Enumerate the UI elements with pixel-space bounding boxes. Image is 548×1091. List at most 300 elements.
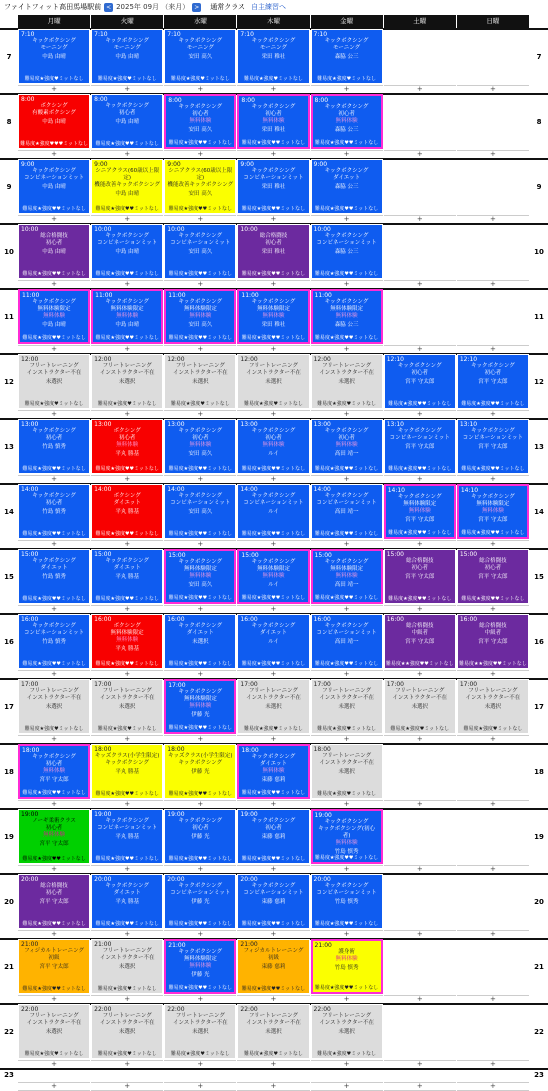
add-reservation-button[interactable]: + [457, 280, 529, 289]
add-reservation-button[interactable]: + [311, 215, 383, 224]
class-time: 8:00 [168, 97, 182, 104]
add-reservation-button[interactable]: + [18, 475, 90, 484]
class-cell[interactable] [384, 614, 456, 669]
add-reservation-button[interactable]: + [311, 800, 383, 809]
add-reservation-button[interactable]: + [384, 410, 456, 419]
class-cell[interactable] [18, 549, 90, 604]
class-subtitle: モーニング [333, 45, 361, 51]
add-reservation-button[interactable]: + [164, 150, 236, 159]
class-cell[interactable] [91, 549, 163, 604]
hour-label: 10 [4, 247, 14, 256]
class-cell[interactable] [384, 419, 456, 474]
add-reservation-button[interactable]: + [457, 735, 529, 744]
add-reservation-button[interactable]: + [384, 475, 456, 484]
add-reservation-button[interactable]: + [164, 605, 236, 614]
class-subtitle: 初心者 [411, 565, 428, 571]
add-reservation-button[interactable]: + [164, 215, 236, 224]
add-reservation-button[interactable]: + [457, 995, 529, 1004]
add-reservation-button[interactable]: + [311, 280, 383, 289]
add-reservation-button[interactable]: + [457, 1060, 529, 1069]
class-name: フリートレーニング [248, 688, 299, 694]
class-name: フリートレーニング [248, 1013, 299, 1019]
add-reservation-button[interactable]: + [91, 800, 163, 809]
class-cell[interactable] [164, 224, 236, 279]
class-subtitle: ダイエット [186, 630, 214, 636]
class-name: キックボクシング [178, 38, 223, 44]
add-reservation-button[interactable]: + [91, 85, 163, 94]
class-name: フリートレーニング [102, 363, 152, 369]
class-cell[interactable] [237, 484, 309, 539]
add-reservation-button[interactable]: + [384, 735, 456, 744]
class-name: キックボクシング [397, 363, 442, 369]
class-cell[interactable] [384, 354, 456, 409]
add-reservation-button[interactable]: + [311, 995, 383, 1004]
add-reservation-button[interactable]: + [164, 475, 236, 484]
class-cell[interactable] [91, 1004, 163, 1059]
class-cell[interactable] [164, 484, 236, 539]
class-subtitle: 中級者 [484, 630, 502, 636]
class-cell[interactable] [18, 224, 90, 279]
add-reservation-button[interactable]: + [164, 800, 236, 809]
class-cell[interactable] [164, 874, 236, 929]
add-reservation-button[interactable]: + [91, 410, 163, 419]
class-name: フィジカルトレーニング [24, 948, 85, 954]
class-cell[interactable] [18, 29, 90, 84]
add-reservation-button[interactable]: + [311, 540, 383, 549]
add-reservation-button[interactable]: + [91, 215, 163, 224]
add-reservation-button[interactable]: + [457, 215, 529, 224]
add-reservation-button[interactable]: + [164, 995, 236, 1004]
add-reservation-button[interactable]: + [18, 150, 90, 159]
class-cell[interactable] [91, 29, 163, 84]
difficulty-info: 難易度★強度♥♥ミットなし [168, 791, 232, 797]
class-name: キックボクシング [251, 299, 296, 305]
difficulty-info: 難易度★強度♥♥ミットなし [461, 596, 525, 602]
day-header: 月曜 [18, 15, 90, 28]
add-reservation-button[interactable]: + [311, 735, 383, 744]
add-reservation-button[interactable]: + [164, 410, 236, 419]
class-time: 12:00 [240, 356, 258, 363]
add-reservation-button[interactable]: + [164, 865, 236, 874]
add-reservation-button[interactable]: + [91, 605, 163, 614]
class-subtitle: ダイエット [40, 565, 68, 571]
class-cell[interactable] [311, 939, 383, 994]
class-cell[interactable] [164, 1004, 236, 1059]
add-reservation-button[interactable]: + [164, 1082, 236, 1091]
class-cell[interactable] [91, 354, 163, 409]
class-cell[interactable] [457, 354, 529, 409]
class-cell[interactable] [164, 939, 236, 994]
add-reservation-button[interactable]: + [237, 540, 309, 549]
add-reservation-button[interactable]: + [18, 345, 90, 354]
class-name: フリートレーニング [102, 1013, 152, 1019]
add-reservation-button[interactable]: + [18, 865, 90, 874]
class-cell[interactable] [91, 874, 163, 929]
add-reservation-button[interactable]: + [384, 865, 456, 874]
class-cell[interactable] [457, 679, 529, 734]
class-subtitle: ダイエット [259, 630, 287, 636]
class-cell[interactable] [18, 809, 90, 864]
add-reservation-button[interactable]: + [18, 605, 90, 614]
difficulty-info: 難易度★強度♥ミットなし [244, 726, 303, 732]
prev-month-button[interactable]: < [106, 3, 112, 11]
add-reservation-button[interactable]: + [457, 540, 529, 549]
add-reservation-button[interactable]: + [237, 670, 309, 679]
add-reservation-button[interactable]: + [18, 670, 90, 679]
class-subtitle: インストラクター不在 [172, 1020, 228, 1026]
class-cell[interactable] [457, 484, 529, 539]
add-reservation-button[interactable]: + [311, 85, 383, 94]
class-cell[interactable] [384, 679, 456, 734]
add-reservation-button[interactable]: + [237, 930, 309, 939]
add-reservation-button[interactable]: + [457, 865, 529, 874]
add-reservation-button[interactable]: + [164, 540, 236, 549]
class-cell[interactable] [237, 874, 309, 929]
add-reservation-button[interactable]: + [91, 735, 163, 744]
instructor-name: 栄田 稚社 [261, 54, 286, 60]
add-reservation-button[interactable]: + [237, 735, 309, 744]
hour-label: 7 [6, 52, 12, 61]
add-reservation-button[interactable]: + [384, 800, 456, 809]
class-cell[interactable] [237, 809, 309, 864]
class-subtitle: モーニング [40, 45, 68, 51]
class-subtitle: インストラクター不在 [465, 695, 521, 701]
class-cell[interactable] [164, 29, 236, 84]
add-reservation-button[interactable]: + [457, 670, 529, 679]
add-reservation-button[interactable]: + [18, 800, 90, 809]
class-cell[interactable] [18, 939, 90, 994]
class-cell[interactable] [237, 614, 309, 669]
class-cell[interactable] [164, 809, 236, 864]
class-cell[interactable] [91, 289, 163, 344]
class-subtitle: 初心者 [45, 825, 63, 831]
hour-label: 8 [6, 117, 12, 126]
instructor-name: 未選択 [265, 1029, 282, 1035]
class-cell[interactable] [91, 614, 163, 669]
class-time: 21:00 [21, 941, 39, 948]
class-cell[interactable] [237, 224, 309, 279]
add-reservation-button[interactable]: + [91, 995, 163, 1004]
class-cell[interactable] [18, 289, 90, 344]
class-name: キックボクシング [32, 558, 76, 564]
class-cell[interactable] [457, 419, 529, 474]
add-reservation-button[interactable]: + [237, 1082, 309, 1091]
class-subtitle: コンビネーションミット [389, 435, 450, 441]
instructor-name: 宮平 守太郎 [39, 964, 69, 970]
class-cell[interactable] [91, 679, 163, 734]
class-time: 19:00 [240, 811, 258, 818]
self-practice-link[interactable]: 自主練習へ [251, 3, 287, 11]
add-reservation-button[interactable]: + [164, 85, 236, 94]
add-reservation-button[interactable]: + [457, 345, 529, 354]
class-time: 14:00 [167, 486, 185, 493]
add-reservation-button[interactable]: + [311, 605, 383, 614]
class-name: キックボクシング [105, 233, 150, 239]
next-month-button[interactable]: > [194, 3, 200, 11]
difficulty-info: 難易度★強度♥♥ミットなし [314, 335, 379, 341]
class-name: キックボクシング [324, 493, 369, 499]
class-name: キックボクシング [105, 299, 150, 305]
add-reservation-button[interactable]: + [91, 1060, 163, 1069]
class-cell[interactable] [384, 549, 456, 604]
class-cell[interactable] [311, 289, 383, 344]
class-subtitle: 無料体験限定 [183, 696, 217, 702]
add-reservation-button[interactable]: + [237, 280, 309, 289]
class-cell[interactable] [237, 744, 309, 799]
class-cell[interactable] [457, 549, 529, 604]
class-cell[interactable] [91, 159, 163, 214]
add-reservation-button[interactable]: + [384, 995, 456, 1004]
class-time: 7:10 [167, 31, 181, 38]
add-reservation-button[interactable]: + [164, 670, 236, 679]
add-reservation-button[interactable]: + [311, 865, 383, 874]
class-name: キックボクシング [324, 104, 369, 110]
add-reservation-button[interactable]: + [91, 865, 163, 874]
class-cell[interactable] [311, 159, 383, 214]
difficulty-info: 難易度★強度♥♥ミットなし [22, 596, 86, 602]
add-reservation-button[interactable]: + [384, 1082, 456, 1091]
add-reservation-button[interactable]: + [91, 1082, 163, 1091]
add-reservation-button[interactable]: + [237, 1060, 309, 1069]
class-cell[interactable] [237, 354, 309, 409]
class-name: キックボクシング [178, 689, 223, 695]
class-cell[interactable] [164, 289, 236, 344]
add-reservation-button[interactable]: + [237, 150, 309, 159]
add-reservation-button[interactable]: + [457, 605, 529, 614]
class-cell[interactable] [311, 614, 383, 669]
difficulty-info: 難易度★強度♥♥ミットなし [241, 986, 306, 992]
add-reservation-button[interactable]: + [237, 475, 309, 484]
add-reservation-button[interactable]: + [311, 670, 383, 679]
class-cell[interactable] [384, 484, 456, 539]
add-reservation-button[interactable]: + [164, 345, 236, 354]
class-name: ボクシング [113, 493, 141, 499]
add-reservation-button[interactable]: + [18, 930, 90, 939]
add-reservation-button[interactable]: + [384, 280, 456, 289]
add-reservation-button[interactable]: + [18, 280, 90, 289]
add-reservation-button[interactable]: + [384, 1060, 456, 1069]
class-time: 8:00 [241, 97, 255, 104]
class-cell[interactable] [311, 1004, 383, 1059]
add-reservation-button[interactable]: + [18, 215, 90, 224]
class-cell[interactable] [91, 939, 163, 994]
class-cell[interactable] [311, 224, 383, 279]
difficulty-info: 難易度★強度♥♥ミットなし [22, 271, 86, 277]
class-cell[interactable] [457, 614, 529, 669]
class-cell[interactable] [18, 159, 90, 214]
add-reservation-button[interactable]: + [237, 800, 309, 809]
difficulty-info: 難易度★強度♥♥ミットなし [314, 466, 379, 472]
class-cell[interactable] [18, 744, 90, 799]
class-cell[interactable] [311, 419, 383, 474]
add-reservation-button[interactable]: + [237, 345, 309, 354]
add-reservation-button[interactable]: + [457, 85, 529, 94]
add-reservation-button[interactable]: + [18, 410, 90, 419]
add-reservation-button[interactable]: + [18, 85, 90, 94]
class-time: 17:00 [168, 682, 186, 689]
class-cell[interactable] [18, 354, 90, 409]
class-cell[interactable] [91, 744, 163, 799]
class-cell[interactable] [18, 484, 90, 539]
instructor-name: 未選択 [118, 1029, 136, 1035]
add-reservation-button[interactable]: + [91, 930, 163, 939]
add-reservation-button[interactable]: + [237, 410, 309, 419]
add-reservation-button[interactable]: + [311, 475, 383, 484]
class-cell[interactable] [164, 419, 236, 474]
class-cell[interactable] [237, 94, 309, 149]
class-cell[interactable] [91, 419, 163, 474]
class-cell[interactable] [164, 94, 236, 149]
instructor-name: 宮平 守太郎 [478, 517, 508, 523]
class-cell[interactable] [164, 549, 236, 604]
add-reservation-button[interactable]: + [18, 1082, 90, 1091]
class-cell[interactable] [18, 94, 90, 149]
class-name: キックボクシング [178, 559, 223, 565]
add-reservation-button[interactable]: + [384, 345, 456, 354]
class-cell[interactable] [311, 809, 383, 864]
add-reservation-button[interactable]: + [237, 85, 309, 94]
add-reservation-button[interactable]: + [237, 215, 309, 224]
class-time: 17:00 [386, 681, 404, 688]
instructor-name: 中島 由晴 [115, 119, 140, 125]
class-time: 10:00 [94, 226, 112, 233]
add-reservation-button[interactable]: + [164, 930, 236, 939]
add-reservation-button[interactable]: + [91, 475, 163, 484]
class-subtitle: 中級者 [411, 630, 428, 636]
add-reservation-button[interactable]: + [457, 1082, 529, 1091]
add-reservation-button[interactable]: + [311, 930, 383, 939]
class-cell[interactable] [237, 679, 309, 734]
class-subtitle: コンビネーションミット [316, 890, 377, 896]
class-cell[interactable] [18, 1004, 90, 1059]
add-reservation-button[interactable]: + [384, 670, 456, 679]
add-reservation-button[interactable]: + [457, 475, 529, 484]
add-reservation-button[interactable]: + [384, 540, 456, 549]
class-cell[interactable] [311, 94, 383, 149]
add-reservation-button[interactable]: + [18, 540, 90, 549]
add-reservation-button[interactable]: + [91, 345, 163, 354]
add-reservation-button[interactable]: + [311, 345, 383, 354]
hour-label: 21 [4, 962, 14, 971]
class-cell[interactable] [164, 679, 236, 734]
class-cell[interactable] [237, 159, 309, 214]
class-time: 9:00 [240, 161, 254, 168]
difficulty-info: 難易度★強度♥♥ミットなし [168, 856, 232, 862]
add-reservation-button[interactable]: + [311, 1060, 383, 1069]
add-reservation-button[interactable]: + [18, 995, 90, 1004]
add-reservation-button[interactable]: + [384, 215, 456, 224]
add-reservation-button[interactable]: + [311, 150, 383, 159]
hour-label: 13 [4, 442, 14, 451]
add-reservation-button[interactable]: + [457, 410, 529, 419]
add-reservation-button[interactable]: + [311, 410, 383, 419]
class-cell[interactable] [91, 224, 163, 279]
trial-badge: 無料体験 [335, 118, 358, 124]
class-cell[interactable] [311, 29, 383, 84]
class-name: キックボクシング [324, 299, 369, 305]
class-cell[interactable] [18, 874, 90, 929]
add-reservation-button[interactable]: + [384, 150, 456, 159]
add-reservation-button[interactable]: + [18, 1060, 90, 1069]
class-cell[interactable] [311, 549, 383, 604]
class-cell[interactable] [237, 419, 309, 474]
add-reservation-button[interactable]: + [384, 605, 456, 614]
class-cell[interactable] [311, 354, 383, 409]
instructor-name: 伊藤 光 [191, 972, 210, 978]
class-cell[interactable] [237, 289, 309, 344]
add-reservation-button[interactable]: + [237, 605, 309, 614]
class-cell[interactable] [237, 549, 309, 604]
add-reservation-button[interactable]: + [18, 735, 90, 744]
hour-label: 20 [534, 897, 544, 906]
class-cell[interactable] [311, 679, 383, 734]
class-cell[interactable] [164, 614, 236, 669]
class-time: 17:00 [240, 681, 258, 688]
instructor-name: 束藤 慈莉 [261, 834, 286, 840]
add-reservation-button[interactable]: + [457, 930, 529, 939]
class-cell[interactable] [164, 744, 236, 799]
add-reservation-button[interactable]: + [164, 1060, 236, 1069]
add-reservation-button[interactable]: + [91, 280, 163, 289]
class-subtitle: 初心者 [484, 370, 502, 376]
add-reservation-button[interactable]: + [457, 800, 529, 809]
class-cell[interactable] [311, 874, 383, 929]
class-cell[interactable] [237, 939, 309, 994]
class-time: 19:00 [94, 811, 112, 818]
hour-label: 22 [4, 1027, 14, 1036]
class-cell[interactable] [311, 744, 383, 799]
add-reservation-button[interactable]: + [384, 930, 456, 939]
class-name: キックボクシング [178, 428, 223, 434]
add-reservation-button[interactable]: + [91, 670, 163, 679]
add-reservation-button[interactable]: + [311, 1082, 383, 1091]
trial-badge: 無料体験 [335, 956, 358, 962]
add-reservation-button[interactable]: + [91, 540, 163, 549]
class-name: 総合格闘技 [405, 558, 434, 564]
difficulty-info: 難易度★強度♥♥ミットなし [461, 401, 525, 407]
class-time: 10:00 [313, 226, 331, 233]
difficulty-info: 難易度★強度♥ミットなし [463, 726, 523, 732]
class-time: 10:00 [167, 226, 185, 233]
class-time: 14:10 [387, 487, 405, 494]
instructor-name: 中島 由晴 [115, 54, 140, 60]
class-cell[interactable] [311, 484, 383, 539]
class-cell[interactable] [237, 1004, 309, 1059]
class-name: フリートレーニング [29, 363, 79, 369]
add-reservation-button[interactable]: + [164, 735, 236, 744]
class-cell[interactable] [91, 809, 163, 864]
class-cell[interactable] [91, 484, 163, 539]
add-reservation-button[interactable]: + [91, 150, 163, 159]
class-cell[interactable] [18, 614, 90, 669]
add-reservation-button[interactable]: + [164, 280, 236, 289]
class-cell[interactable] [164, 354, 236, 409]
trial-badge: 無料体験 [335, 442, 358, 448]
class-cell[interactable] [91, 94, 163, 149]
add-reservation-button[interactable]: + [237, 865, 309, 874]
class-name: キックボクシング [105, 558, 150, 564]
class-cell[interactable] [164, 159, 236, 214]
class-subtitle: 初心者 [118, 110, 136, 116]
add-reservation-button[interactable]: + [384, 85, 456, 94]
instructor-name: 中島 由晴 [115, 322, 140, 328]
trial-badge: 無料体験 [116, 442, 139, 448]
add-reservation-button[interactable]: + [237, 995, 309, 1004]
class-cell[interactable] [237, 29, 309, 84]
add-reservation-button[interactable]: + [457, 150, 529, 159]
class-cell[interactable] [18, 419, 90, 474]
class-cell[interactable] [18, 679, 90, 734]
